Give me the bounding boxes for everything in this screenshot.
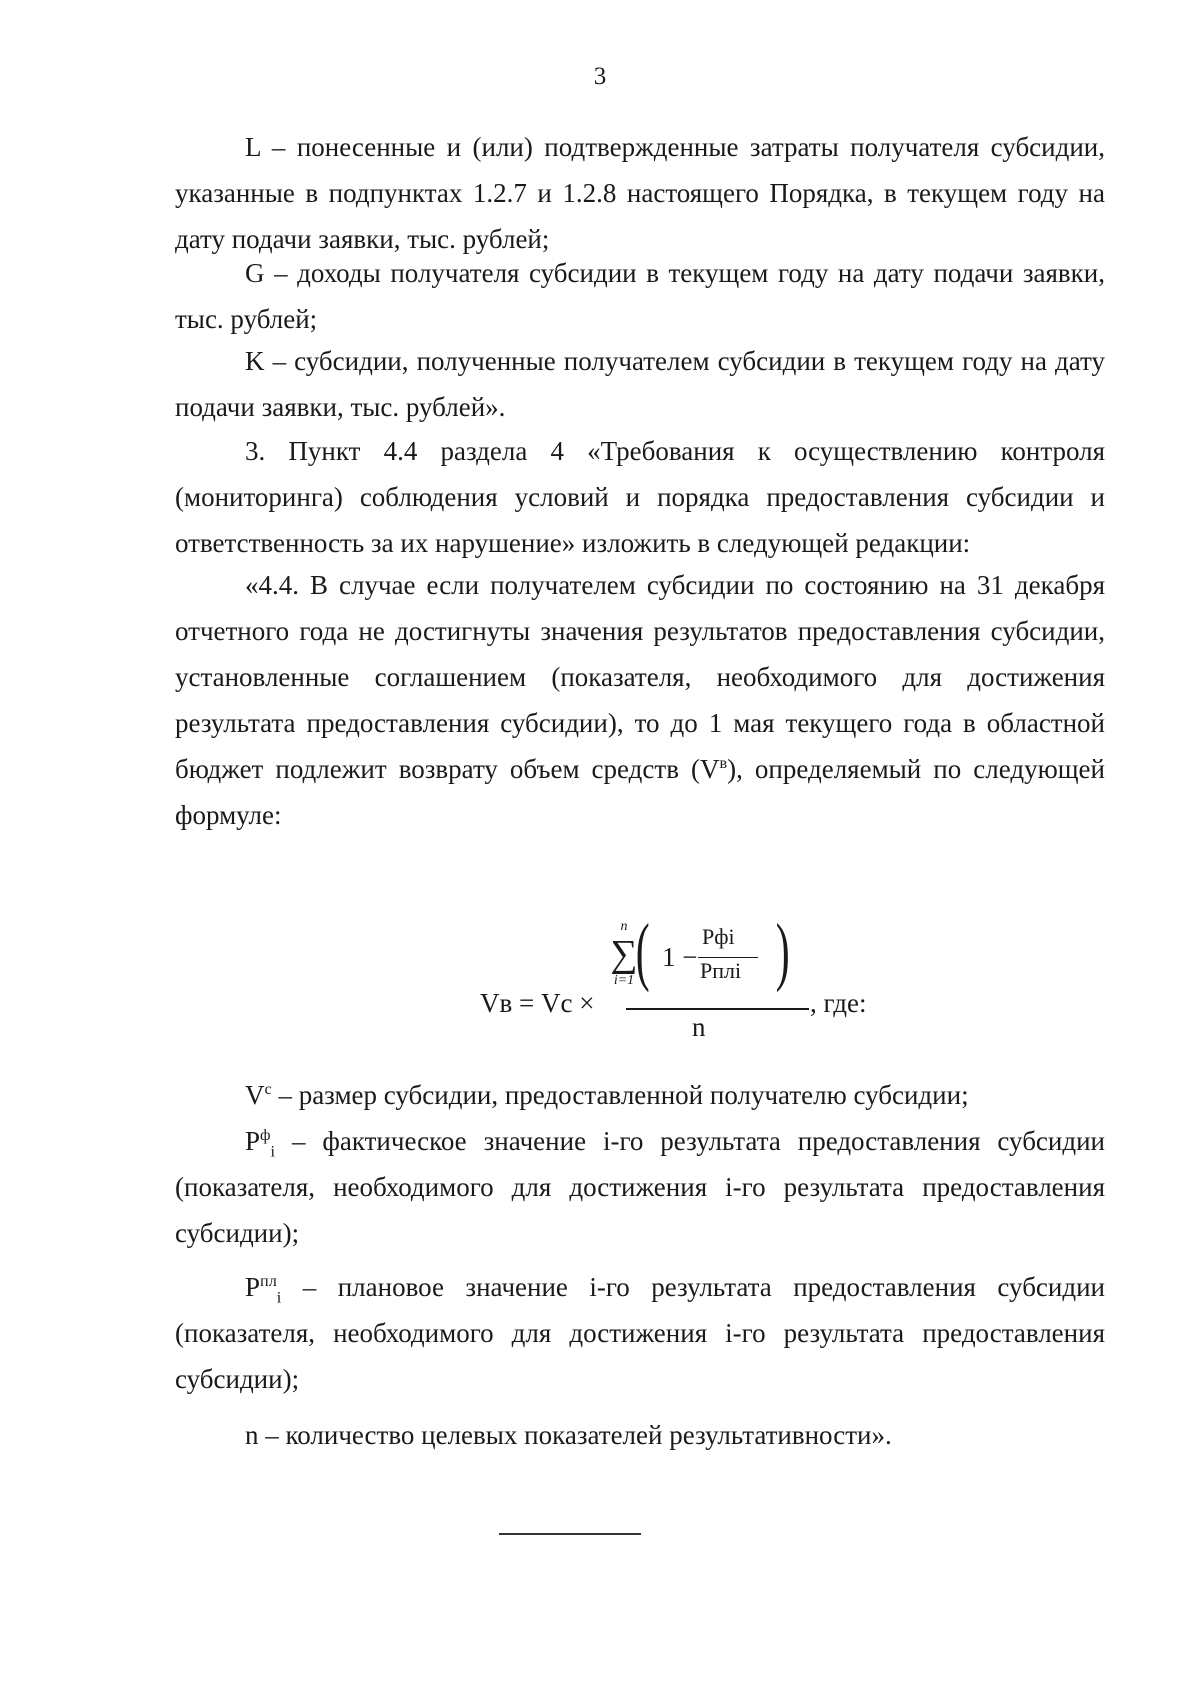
pf-symbol: P bbox=[245, 1126, 261, 1156]
formula-suffix: , где: bbox=[810, 988, 867, 1018]
item-4-4-text-end: ), определяемый по следующей формуле: bbox=[175, 754, 1105, 830]
formula-paren-left: ( bbox=[635, 909, 650, 993]
formula-fraction-line bbox=[626, 1008, 809, 1010]
pf-sub: i bbox=[270, 1142, 276, 1161]
vc-sup: с bbox=[264, 1080, 272, 1098]
formula-one-minus: 1 − bbox=[662, 942, 698, 972]
page-number: 3 bbox=[593, 63, 607, 90]
paragraph-item-3: 3. Пункт 4.4 раздела 4 «Требования к осуществлению контроля (мониторинга) соблюдения условий и порядка предоставления субсидии и ответственность за их нарушение» изложить в следующей редакции: bbox=[175, 436, 1105, 558]
formula-sum-upper: n bbox=[620, 919, 628, 934]
formula-inner-denominator: Pплi bbox=[700, 958, 742, 983]
ppl-symbol: P bbox=[245, 1272, 261, 1302]
paragraph-definition-n: n – количество целевых показателей результативности». bbox=[245, 1420, 892, 1450]
formula-sum-lower: i=1 bbox=[613, 973, 635, 988]
paragraph-definition-Vc bbox=[175, 1072, 1105, 1118]
item-4-4-text-start: «4.4. В случае если получателем субсидии по состоянию на 31 декабря отчетного года не достигнуты значения результатов предоставления субсидии, установленные соглашением (показателя, необходимого для достижения результата предоставления субсидии), то до 1 мая текущего года в областной бюджет подлежит возврату объем средств (V bbox=[175, 570, 1105, 784]
paragraph-definition-L: L – понесенные и (или) подтвержденные затраты получателя субсидии, указанные в подпунктах 1.2.7 и 1.2.8 настоящего Порядка, в текущем году на дату подачи заявки, тыс. рублей; bbox=[175, 132, 1105, 254]
paragraph-definition-K: K – субсидии, полученные получателем субсидии в текущем году на дату подачи заявки, тыс. рублей». bbox=[175, 346, 1105, 422]
pf-text: – фактическое значение i-го результата предоставления субсидии (показателя, необходимого для достижения i-го результата предоставления субсидии); bbox=[175, 1126, 1105, 1248]
closing-separator-line bbox=[499, 1533, 641, 1535]
formula-denominator: n bbox=[692, 1012, 706, 1042]
paragraph-definition-Pf bbox=[175, 1118, 1105, 1256]
formula-lhs: Vв = Vс × bbox=[480, 988, 595, 1018]
paragraph-definition-Ppl bbox=[175, 1264, 1105, 1402]
ppl-text: – плановое значение i-го результата предоставления субсидии (показателя, необходимого для достижения i-го результата предоставления субсидии); bbox=[175, 1272, 1105, 1394]
paragraph-item-4-4 bbox=[175, 562, 1105, 838]
pf-sup: ф bbox=[260, 1126, 271, 1144]
ppl-sub: i bbox=[276, 1288, 282, 1307]
refund-formula bbox=[470, 902, 870, 1042]
paragraph-definition-G: G – доходы получателя субсидии в текущем году на дату подачи заявки, тыс. рублей; bbox=[175, 258, 1105, 334]
vc-symbol: V bbox=[245, 1080, 265, 1110]
formula-paren-right: ) bbox=[775, 909, 790, 993]
formula-inner-numerator: Pфi bbox=[702, 924, 735, 949]
vc-text: – размер субсидии, предоставленной получателю субсидии; bbox=[271, 1080, 969, 1110]
formula-sum-symbol: ∑ bbox=[610, 933, 638, 975]
item-4-4-sup: в bbox=[719, 754, 728, 772]
ppl-sup: пл bbox=[260, 1272, 277, 1290]
